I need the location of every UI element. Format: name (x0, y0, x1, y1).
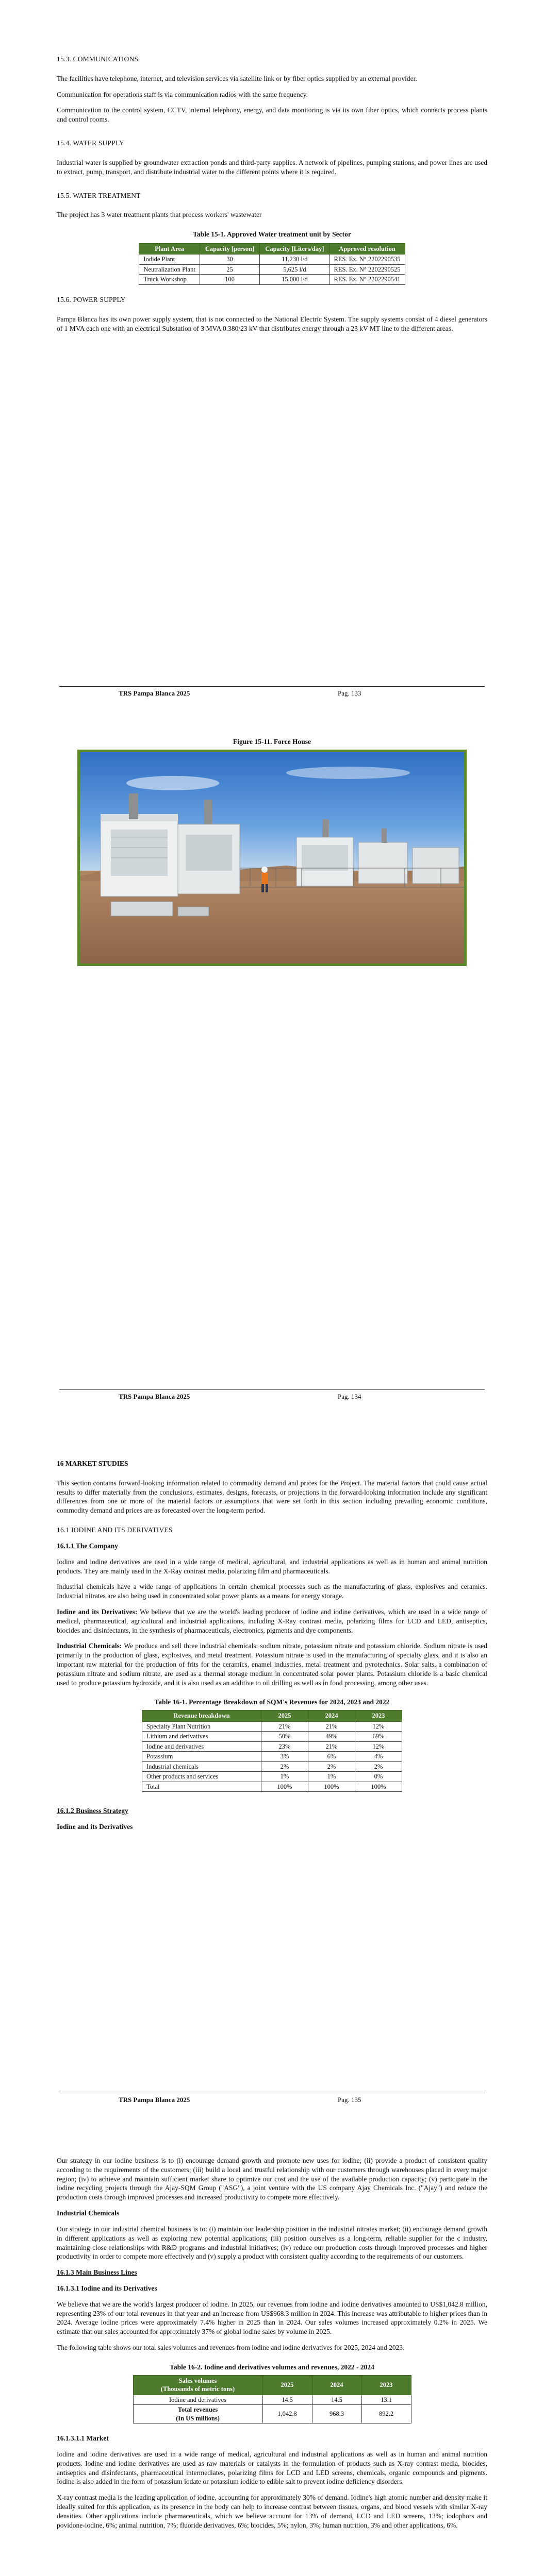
table-header-cell: 2024 (312, 2375, 361, 2395)
table-cell: Iodine and derivatives (142, 1741, 261, 1752)
table-cell: 100% (308, 1782, 355, 1792)
paragraph: Industrial chemicals have a wide range of applications in certain chemical processes such as the manufacturing of glass, explosives and ceramics. Industrial nitrates are also being used in concentrated solar power plants as a means for energy storage. (57, 1583, 487, 1600)
page-133 (0, 0, 544, 703)
subheading-market: 16.1.3.1.1 Market (57, 2434, 109, 2443)
table-header-cell: 2023 (355, 1710, 402, 1722)
table-cell: Iodine and derivatives (133, 2395, 262, 2405)
table-cell: 15,000 l/d (260, 275, 329, 285)
page-135 (0, 1406, 544, 2110)
table-cell: 14.5 (262, 2395, 312, 2405)
table-cell: Iodide Plant (139, 255, 200, 265)
table-cell: 968.3 (312, 2405, 361, 2424)
table-cell: 100 (200, 275, 259, 285)
table-caption: Table 16-2. Iodine and derivatives volumes and revenues, 2022 - 2024 (170, 2363, 374, 2371)
table-row (142, 1772, 402, 1782)
table-cell: 21% (308, 1721, 355, 1732)
page-135-content (57, 1459, 487, 1832)
paragraph: Our strategy in our iodine business is to (i) encourage demand growth and promote new uses for iodine; (ii) provide a product of consistent quality according to the requirements of the customers; (iii) build a local and trustful relationship with our customers through warehouses placed in every major region; (iv) to achieve and maintain sufficient market share to optimize our cost and the use of the available production capacity; (v) participate in the iodine recycling projects through the Ajay-SQM Group ("ASG"), a joint venture with the US company Ajay Chemicals Inc. ("Ajay") and reduce the production costs through improved processes and increased productivity to compete more effectively. (57, 2157, 487, 2201)
table-row (142, 1721, 402, 1732)
page-number: Pag. 134 (338, 1393, 361, 1400)
figure-caption: Figure 15-11. Force House (233, 738, 311, 745)
footer-title: TRS Pampa Blanca 2025 (119, 2096, 190, 2104)
table-row (142, 1741, 402, 1752)
table-cell: RES. Ex. N° 2202290525 (329, 264, 405, 275)
table-cell: 6% (308, 1752, 355, 1762)
subheading-iodine-derivatives: 16.1.3.1 Iodine and its Derivatives (57, 2284, 157, 2292)
page-136 (0, 2110, 544, 2576)
table-cell: Lithium and derivatives (142, 1732, 261, 1742)
table-cell: 11,230 l/d (260, 255, 329, 265)
paragraph (57, 1607, 487, 1635)
table-cell: 1% (261, 1772, 308, 1782)
force-house-illustration (80, 752, 464, 963)
table-header-row (142, 1710, 402, 1722)
header-label: Sales volumes (178, 2377, 217, 2384)
revenue-breakdown-table (142, 1710, 402, 1792)
row-label: Total revenues (177, 2406, 218, 2414)
table-cell: 0% (355, 1772, 402, 1782)
table-cell: 3% (261, 1752, 308, 1762)
water-treatment-table (139, 243, 405, 285)
table-cell: Truck Workshop (139, 275, 200, 285)
table-cell: 69% (355, 1732, 402, 1742)
table-cell: 100% (261, 1782, 308, 1792)
table-header-row (139, 243, 405, 255)
table-cell (133, 2405, 262, 2424)
table-cell: 21% (261, 1721, 308, 1732)
paragraph: X-ray contrast media is the leading application of iodine, accounting for approximately 30% of demand. Iodine's high atomic number and density make it ideally suited for this application, as its presence in the body can help to increase contrast between tissues, organs, and blood vessels with similar X-ray densities. Other applications include pharmaceuticals, which we believe account for 13% of demand, LCD and LED screens, 13%; iodophors and povidone-iodine, 6%; animal nutrition, 7%; fluoride derivatives, 6%; biocides, 5%; nylon, 3%; human nutrition, 3% and other applications, 6%. (57, 2494, 487, 2529)
subheading-iodine-derivatives: Iodine and its Derivatives (57, 1823, 133, 1831)
table-cell: 49% (308, 1732, 355, 1742)
table-header-cell (133, 2375, 262, 2395)
footer-rule (59, 1389, 485, 1390)
paragraph-text: We produce and sell three industrial chemicals: sodium nitrate, potassium nitrate and potassium chloride. Sodium nitrate is used primarily in the production of glass, explosives, and metal treatment. Potassium nitrate is used in the manufacturing of specialty glass, and it is also an important raw material for the production of frits for the ceramics, enamel industries, metal treatment and pyrotechnics. Solar salts, a combination of potassium nitrate and sodium nitrate, are used as a thermal storage medium in concentrated solar power plants. Potassium chloride is a basic chemical used to produce potassium hydroxide, and it is also used as an additive to oil drilling as well as in food processing, among other uses. (57, 1642, 487, 1687)
page-number: Pag. 135 (338, 2096, 361, 2104)
table-row (139, 275, 405, 285)
lead-in: Iodine and its Derivatives: (57, 1607, 138, 1616)
table-cell: 50% (261, 1732, 308, 1742)
section-heading-water-supply: 15.4. WATER SUPPLY (57, 139, 125, 147)
paragraph: Communication for operations staff is via communication radios with the same frequency. (57, 90, 308, 98)
paragraph: Communication to the control system, CCTV, internal telephony, energy, and data monitoring is via its own fiber optics, which connects process plants and control rooms. (57, 106, 487, 124)
footer-rule (59, 686, 485, 687)
section-heading-water-treatment: 15.5. WATER TREATMENT (57, 191, 141, 199)
table-header-cell: 2023 (361, 2375, 411, 2395)
table-cell: 13.1 (361, 2395, 411, 2405)
table-cell: RES. Ex. N° 2202290535 (329, 255, 405, 265)
table-cell: 5,625 l/d (260, 264, 329, 275)
page-footer (59, 688, 485, 697)
section-heading-power-supply: 15.6. POWER SUPPLY (57, 295, 126, 303)
iodine-volumes-table (133, 2375, 411, 2424)
section-heading-communications: 15.3. COMMUNICATIONS (57, 55, 139, 63)
row-sublabel: (In US millions) (176, 2414, 220, 2422)
page-136-content (57, 2156, 487, 2530)
table-header-cell: 2025 (261, 1710, 308, 1722)
table-row (133, 2405, 411, 2424)
table-cell: 2% (308, 1761, 355, 1772)
page-number: Pag. 133 (338, 689, 361, 697)
table-header-cell: 2025 (262, 2375, 312, 2395)
table-caption: Table 16-1. Percentage Breakdown of SQM's Revenues for 2024, 2023 and 2022 (154, 1698, 390, 1706)
chapter-heading-market-studies: 16 MARKET STUDIES (57, 1460, 128, 1467)
section-heading-iodine: 16.1 IODINE AND ITS DERIVATIVES (57, 1526, 173, 1534)
table-row (142, 1782, 402, 1792)
table-cell: 1% (308, 1772, 355, 1782)
paragraph (57, 1641, 487, 1687)
table-cell: Total (142, 1782, 261, 1792)
table-row (139, 255, 405, 265)
table-cell: 23% (261, 1741, 308, 1752)
table-cell: 1,042.8 (262, 2405, 312, 2424)
paragraph: We believe that we are the world's largest producer of iodine. In 2025, our revenues from iodine and iodine derivatives amounted to US$1,042.8 million, representing 23% of our total revenues in that year and an increase from US$968.3 million in 2024. This increase was attributable to higher prices than in 2024. Average iodine prices were approximately 7.4% higher in 2025 than in 2024. Our sales volumes increased approximately 0.2% in 2025. We estimate that our sales accounted for approximately 37% of global iodine sales by volume in 2025. (57, 2300, 487, 2336)
table-caption: Table 15-1. Approved Water treatment unit by Sector (193, 230, 351, 239)
table-cell: 12% (355, 1741, 402, 1752)
subsection-heading-main-business: 16.1.3 Main Business Lines (57, 2268, 137, 2277)
subsection-heading-strategy: 16.1.2 Business Strategy (57, 1807, 128, 1815)
force-house-photo (77, 750, 467, 966)
paragraph: This section contains forward-looking information related to commodity demand and prices for the Project. The material factors that could cause actual results to differ materially from the conclusions, estimates, designs, forecasts, or projections in the forward-looking information include any significant differences from one or more of the material factors or assumptions that were set forth in this section including prevailing economic conditions, commodity demand and prices are as forecasted over the long-term period. (57, 1479, 487, 1515)
header-sublabel: (Thousands of metric tons) (160, 2385, 235, 2393)
table-cell: 4% (355, 1752, 402, 1762)
table-cell: 12% (355, 1721, 402, 1732)
table-row (139, 264, 405, 275)
table-row (142, 1761, 402, 1772)
table-cell: 2% (261, 1761, 308, 1772)
paragraph: The following table shows our total sales volumes and revenues from iodine and iodine derivatives for 2025, 2024 and 2023. (57, 2344, 405, 2351)
paragraph: Iodine and iodine derivatives are used in a wide range of medical, agricultural and industrial applications as well as in human and animal nutrition products. Iodine and iodine derivatives are used as raw materials or catalysts in the formulation of products such as X-ray contrast media, biocides, antiseptics and disinfectants, pharmaceutical intermediates, polarizing films for LCD and LED screens, chemicals, organic compounds and pigments. Iodine is also added in the form of potassium iodate or potassium iodide to edible salt to prevent iodine deficiency disorders. (57, 2450, 487, 2486)
table-cell: RES. Ex. N° 2202290541 (329, 275, 405, 285)
table-cell: 21% (308, 1741, 355, 1752)
table-header-cell: Capacity [Liters/day] (260, 243, 329, 255)
subsection-heading-company: 16.1.1 The Company (57, 1541, 119, 1550)
table-cell: 14.5 (312, 2395, 361, 2405)
table-row (142, 1732, 402, 1742)
footer-title: TRS Pampa Blanca 2025 (119, 689, 190, 697)
paragraph: The project has 3 water treatment plants that process workers' wastewater (57, 211, 262, 219)
table-header-cell: 2024 (308, 1710, 355, 1722)
table-cell: Other products and services (142, 1772, 261, 1782)
table-cell: 25 (200, 264, 259, 275)
page-footer (59, 2094, 485, 2104)
table-cell: Potassium (142, 1752, 261, 1762)
table-cell: 100% (355, 1782, 402, 1792)
page-134 (0, 703, 544, 1406)
table-row (142, 1752, 402, 1762)
paragraph: Our strategy in our industrial chemical business is to: (i) maintain our leadership position in the industrial nitrates market; (ii) encourage demand growth in different applications as well as exploring new potential applications; (iii) position ourselves as a long-term, reliable supplier for the c industry, maintaining close relationships with R&D programs and industrial initiatives; (iv) reduce our production costs through improved processes and higher productivity in order to compete more effectively and (v) supply a product with consistent quality according to the requirements of our customers. (57, 2225, 487, 2261)
table-row (133, 2395, 411, 2405)
table-header-cell: Approved resolution (329, 243, 405, 255)
table-header-cell: Revenue breakdown (142, 1710, 261, 1722)
table-header-cell: Plant Area (139, 243, 200, 255)
table-cell: 2% (355, 1761, 402, 1772)
table-cell: Industrial chemicals (142, 1761, 261, 1772)
table-cell: Specialty Plant Nutrition (142, 1721, 261, 1732)
table-cell: 892.2 (361, 2405, 411, 2424)
paragraph: Iodine and iodine derivatives are used in a wide range of medical, agricultural, and industrial applications as well as in human and animal nutrition products. They are mainly used in the X-Ray contrast media, polarizing film and pharmaceuticals. (57, 1557, 487, 1575)
paragraph: Pampa Blanca has its own power supply system, that is not connected to the National Electric System. The supply systems consist of 4 diesel generators of 1 MVA each one with an electrical Substation of 3 MVA 0.380/23 kV that distributes energy through a 23 kV MT line to the different areas. (57, 315, 487, 332)
page-133-content (57, 55, 487, 333)
paragraph: The facilities have telephone, internet, and television services via satellite link or by fiber optics supplied by an external provider. (57, 74, 417, 82)
lead-in: Industrial Chemicals: (57, 1642, 122, 1650)
table-header-row (133, 2375, 411, 2395)
table-cell: 30 (200, 255, 259, 265)
paragraph-text: We believe that we are the world's leading producer of iodine and iodine derivatives, which are used in a wide range of medical, pharmaceutical, agricultural and industrial applications, including X-Ray contrast media, polarizing films for LCD and LED, antiseptics, biocides and disinfectants, in the synthesis of pharmaceuticals, electronics, pigments and dye components. (57, 1607, 487, 1634)
paragraph: Industrial water is supplied by groundwater extraction ponds and third-party supplies. A network of pipelines, pumping stations, and power lines are used to extract, pump, transport, and distribute industrial water to the different points where it is required. (57, 158, 487, 176)
subheading-industrial-chemicals: Industrial Chemicals (57, 2209, 120, 2217)
page-footer (59, 1391, 485, 1400)
footer-title: TRS Pampa Blanca 2025 (119, 1393, 190, 1400)
table-header-cell: Capacity [person] (200, 243, 259, 255)
table-cell: Neutralization Plant (139, 264, 200, 275)
